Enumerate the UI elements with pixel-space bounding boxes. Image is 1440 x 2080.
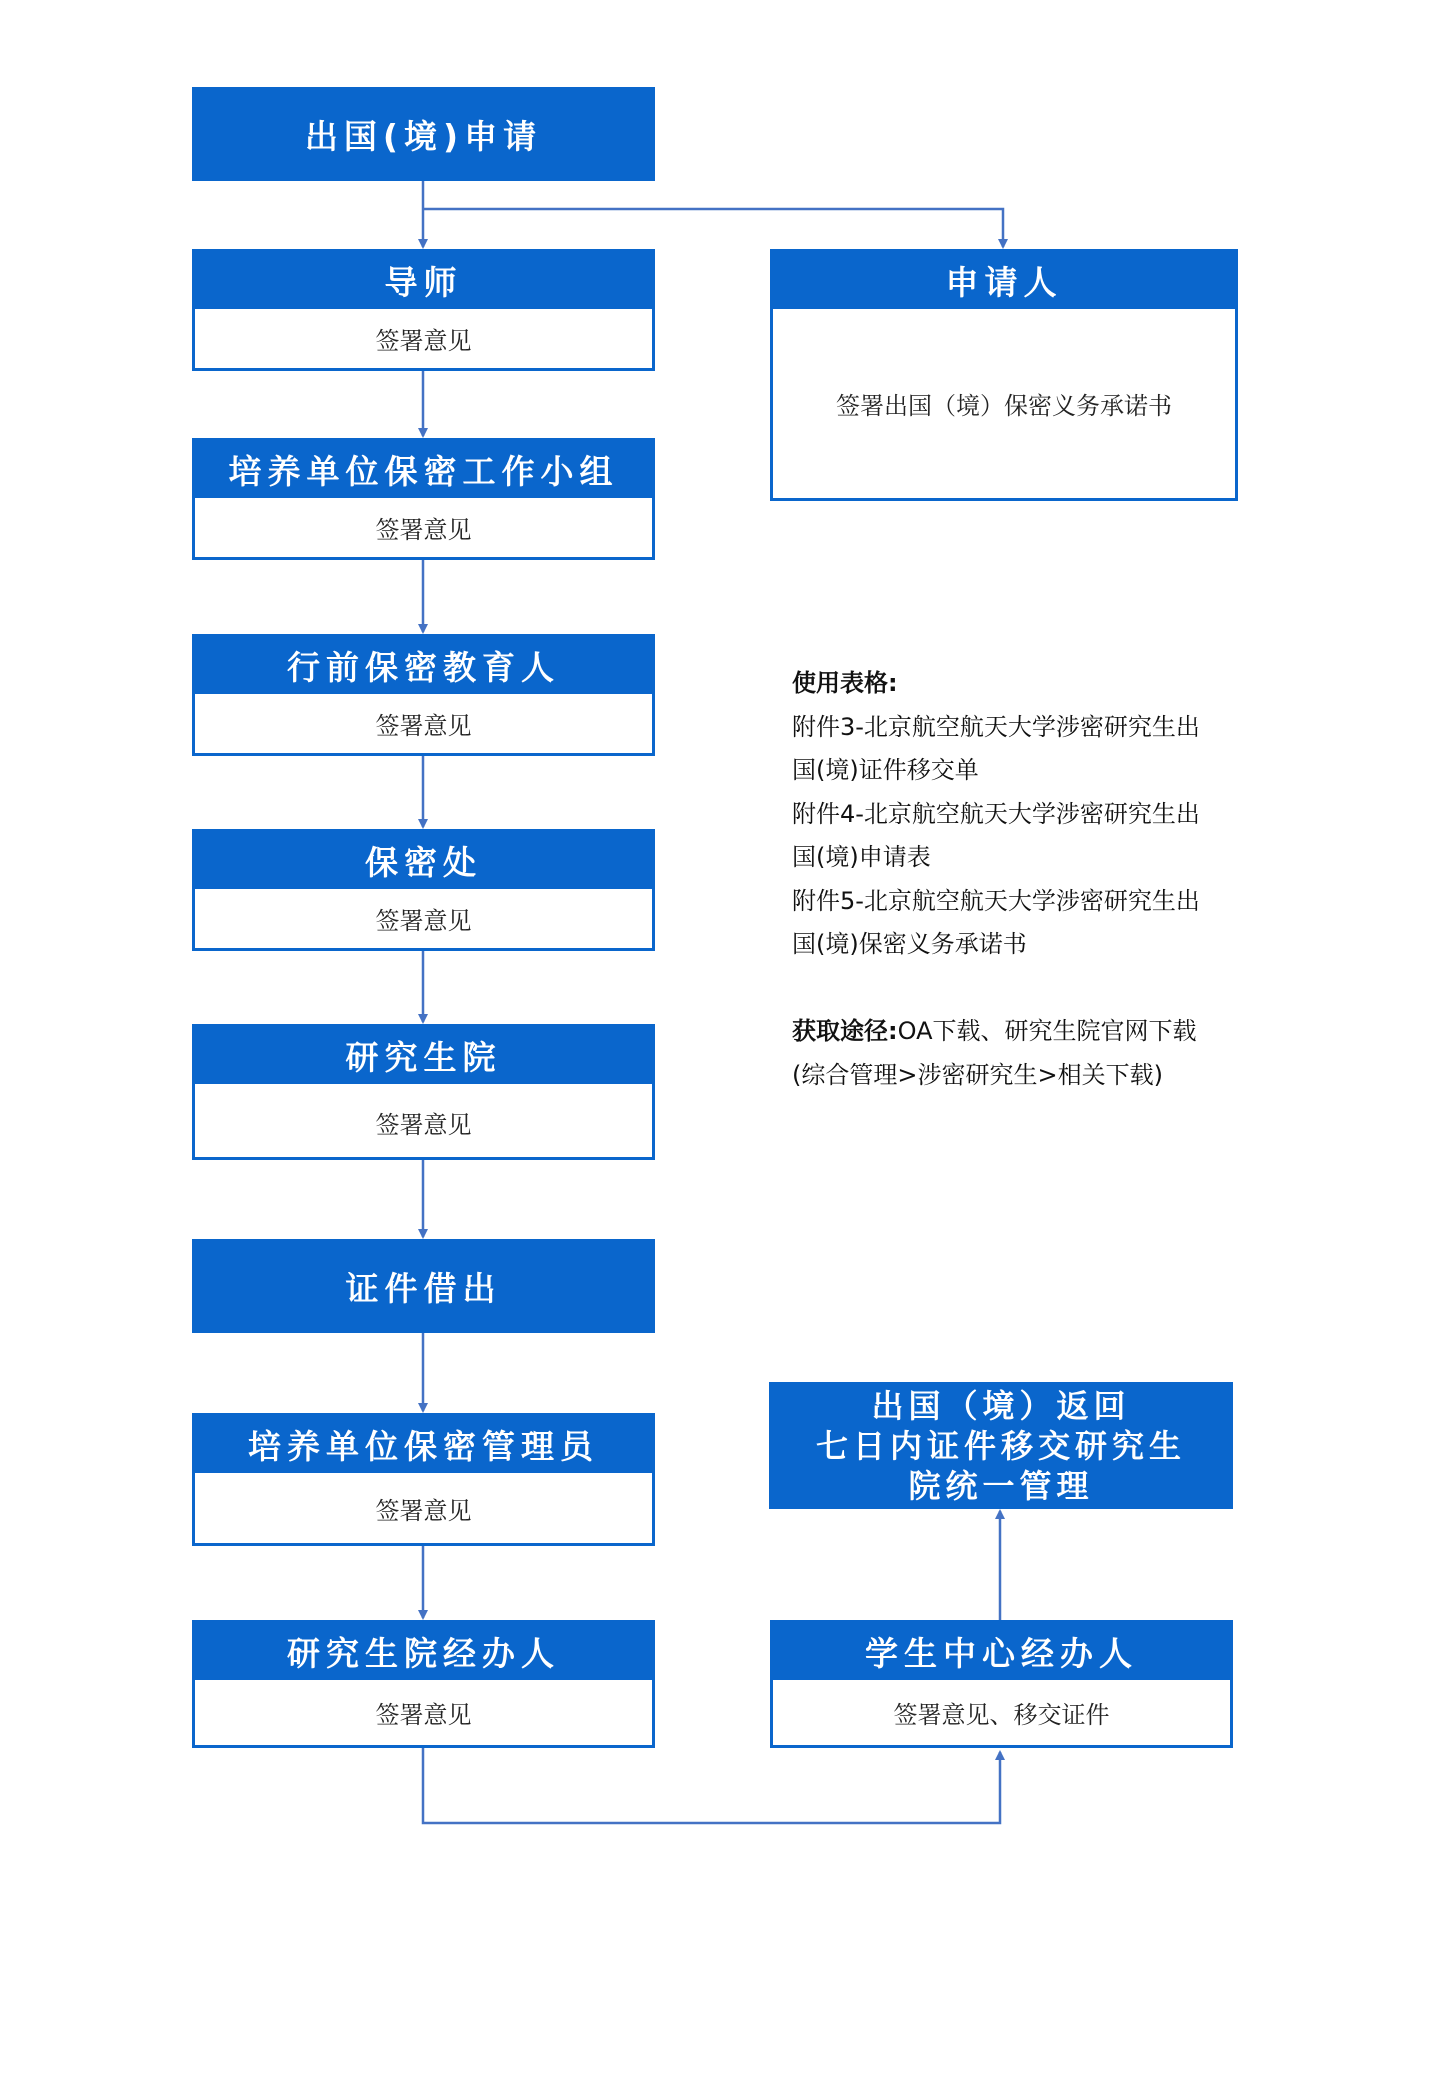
- node-security-office-title: 保密处: [195, 832, 652, 889]
- node-advisor-note: 签署意见: [375, 327, 472, 355]
- node-advisor-title: 导师: [195, 252, 652, 309]
- node-unit-admin-title: 培养单位保密管理员: [195, 1416, 652, 1473]
- node-unit-group-note: 签署意见: [375, 516, 472, 544]
- node-return-line3: 院统一管理: [908, 1466, 1094, 1505]
- forms-label: 使用表格:: [792, 669, 898, 697]
- node-student-center-title: 学生中心经办人: [773, 1623, 1230, 1680]
- node-student-center-note: 签署意见、移交证件: [893, 1701, 1110, 1729]
- access-line: [792, 1010, 1262, 1054]
- form-line: 附件3-北京航空航天大学涉密研究生出: [792, 712, 1200, 741]
- node-return-line2: 七日内证件移交研究生: [815, 1426, 1186, 1465]
- access-label: 获取途径:: [792, 1017, 898, 1045]
- node-apply: [192, 87, 655, 181]
- node-gs-handler-note: 签署意见: [375, 1701, 472, 1729]
- node-educator-title: 行前保密教育人: [195, 637, 652, 694]
- node-student-center: [770, 1620, 1233, 1748]
- node-unit-admin: [192, 1413, 655, 1546]
- form-line: 附件5-北京航空航天大学涉密研究生出: [792, 886, 1200, 915]
- node-applicant-note: 签署出国（境）保密义务承诺书: [836, 392, 1172, 420]
- node-borrow-title: 证件借出: [345, 1268, 502, 1308]
- node-unit-group-title: 培养单位保密工作小组: [195, 441, 652, 498]
- access-path: (综合管理>涉密研究生>相关下载): [792, 1060, 1163, 1089]
- node-security-office-note: 签署意见: [375, 907, 472, 935]
- node-apply-title: 出国(境)申请: [304, 116, 543, 156]
- forms-notes: [792, 662, 1262, 1097]
- form-line: 国(境)保密义务承诺书: [792, 930, 1027, 958]
- node-security-office: [192, 829, 655, 951]
- node-borrow: [192, 1239, 655, 1333]
- node-graduate-school-note: 签署意见: [375, 1111, 472, 1139]
- node-advisor: [192, 249, 655, 371]
- node-unit-group: [192, 438, 655, 560]
- node-applicant: [770, 249, 1238, 501]
- arrow-apply-to-applicant: [423, 209, 1003, 247]
- arrow-gs-handler-to-student-center: [423, 1748, 1000, 1823]
- node-gs-handler: [192, 1620, 655, 1748]
- form-line: 国(境)申请表: [792, 843, 931, 871]
- node-educator-note: 签署意见: [375, 712, 472, 740]
- node-gs-handler-title: 研究生院经办人: [195, 1623, 652, 1680]
- access-text: OA下载、研究生院官网下载: [897, 1017, 1197, 1045]
- form-line: 国(境)证件移交单: [792, 756, 979, 784]
- node-graduate-school: [192, 1024, 655, 1160]
- node-return: [769, 1382, 1233, 1509]
- node-educator: [192, 634, 655, 756]
- node-applicant-title: 申请人: [773, 252, 1235, 309]
- node-unit-admin-note: 签署意见: [375, 1496, 472, 1525]
- node-return-line1: 出国（境）返回: [871, 1386, 1131, 1425]
- form-line: 附件4-北京航空航天大学涉密研究生出: [792, 799, 1200, 828]
- node-graduate-school-title: 研究生院: [195, 1027, 652, 1088]
